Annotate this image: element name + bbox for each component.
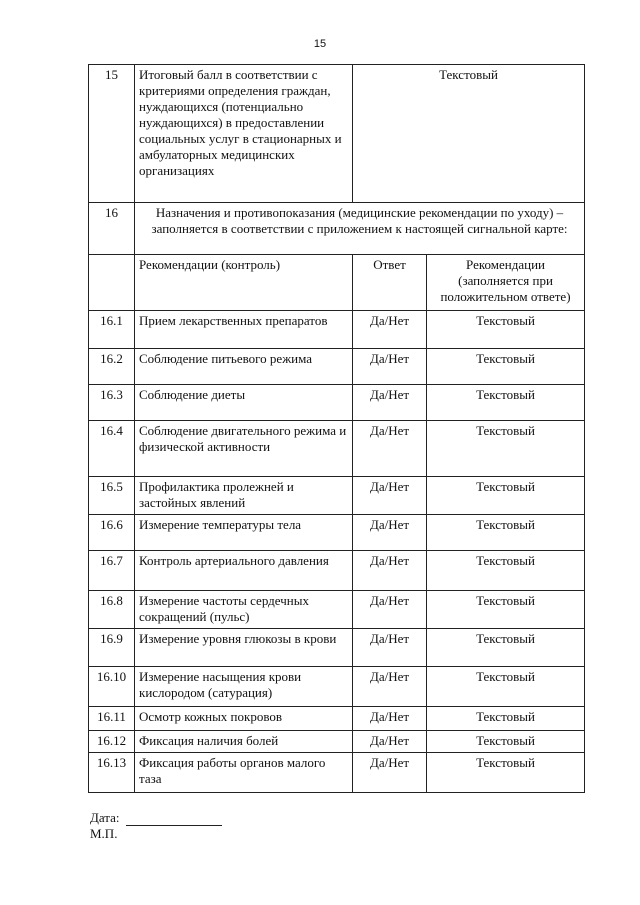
table-row [89,515,585,551]
row-label: Соблюдение двигательного режима и физической активности [135,421,353,477]
row-section-label: Назначения и противопоказания (медицинские рекомендации по уходу) – заполняется в соответствии с приложением к настоящей сигнальной карте: [135,203,585,255]
row-label: Измерение уровня глюкозы в крови [135,629,353,667]
row-type: Текстовый [427,421,585,477]
row-label: Измерение насыщения крови кислородом (сатурация) [135,667,353,707]
row-answer: Да/Нет [353,753,427,793]
row-type: Текстовый [427,385,585,421]
form-table [88,64,585,793]
date-label: Дата: [90,810,120,825]
stamp-label: М.П. [90,826,118,841]
row-number: 16.3 [89,385,135,421]
table-row [89,551,585,591]
table-row [89,629,585,667]
row-number: 15 [89,65,135,203]
row-answer: Да/Нет [353,551,427,591]
row-type: Текстовый [427,349,585,385]
row-label: Итоговый балл в соответствии с критериями определения граждан, нуждающихся (потенциально нуждающихся) в предоставлении социальных услуг в стационарных и амбулаторных медицинских организациях [135,65,353,203]
row-answer: Да/Нет [353,591,427,629]
row-number: 16.6 [89,515,135,551]
row-number: 16.10 [89,667,135,707]
row-label: Профилактика пролежней и застойных явлений [135,477,353,515]
footer [90,810,222,842]
empty-cell [89,255,135,311]
row-type: Текстовый [427,311,585,349]
table-row [89,753,585,793]
row-type: Текстовый [427,667,585,707]
row-number: 16.11 [89,707,135,731]
row-label: Измерение частоты сердечных сокращений (пульс) [135,591,353,629]
row-label: Контроль артериального давления [135,551,353,591]
row-number: 16.8 [89,591,135,629]
row-value: Текстовый [353,65,585,203]
row-type: Текстовый [427,515,585,551]
row-label: Осмотр кожных покровов [135,707,353,731]
row-label: Прием лекарственных препаратов [135,311,353,349]
row-answer: Да/Нет [353,707,427,731]
row-answer: Да/Нет [353,629,427,667]
row-number: 16.2 [89,349,135,385]
row-16 [89,203,585,255]
page-number: 15 [313,38,327,50]
row-number: 16.5 [89,477,135,515]
table-row [89,731,585,753]
table-row [89,421,585,477]
row-answer: Да/Нет [353,731,427,753]
row-type: Текстовый [427,629,585,667]
row-type: Текстовый [427,753,585,793]
row-number: 16.12 [89,731,135,753]
row-answer: Да/Нет [353,385,427,421]
row-number: 16.4 [89,421,135,477]
row-label: Измерение температуры тела [135,515,353,551]
row-label: Соблюдение питьевого режима [135,349,353,385]
date-line [90,810,222,826]
table-row [89,349,585,385]
row-number: 16.7 [89,551,135,591]
form-table-body [89,65,585,311]
row-answer: Да/Нет [353,421,427,477]
row-type: Текстовый [427,731,585,753]
table-row [89,477,585,515]
row-type: Текстовый [427,477,585,515]
row-number: 16.1 [89,311,135,349]
row-answer: Да/Нет [353,349,427,385]
row-type: Текстовый [427,591,585,629]
row-answer: Да/Нет [353,311,427,349]
row-label: Фиксация работы органов малого таза [135,753,353,793]
date-blank-field[interactable] [126,813,222,826]
row-type: Текстовый [427,551,585,591]
subheader-fill-note: Рекомендации (заполняется при положительном ответе) [427,255,585,311]
row-15 [89,65,585,203]
row-answer: Да/Нет [353,515,427,551]
table-row [89,385,585,421]
row-label: Соблюдение диеты [135,385,353,421]
table-row [89,667,585,707]
row-number: 16.13 [89,753,135,793]
detail-rows [89,311,585,793]
row-answer: Да/Нет [353,667,427,707]
subheader-row [89,255,585,311]
row-label: Фиксация наличия болей [135,731,353,753]
row-number: 16.9 [89,629,135,667]
row-number: 16 [89,203,135,255]
row-type: Текстовый [427,707,585,731]
table-row [89,707,585,731]
row-answer: Да/Нет [353,477,427,515]
subheader-recommendations: Рекомендации (контроль) [135,255,353,311]
table-row [89,311,585,349]
subheader-answer: Ответ [353,255,427,311]
table-row [89,591,585,629]
